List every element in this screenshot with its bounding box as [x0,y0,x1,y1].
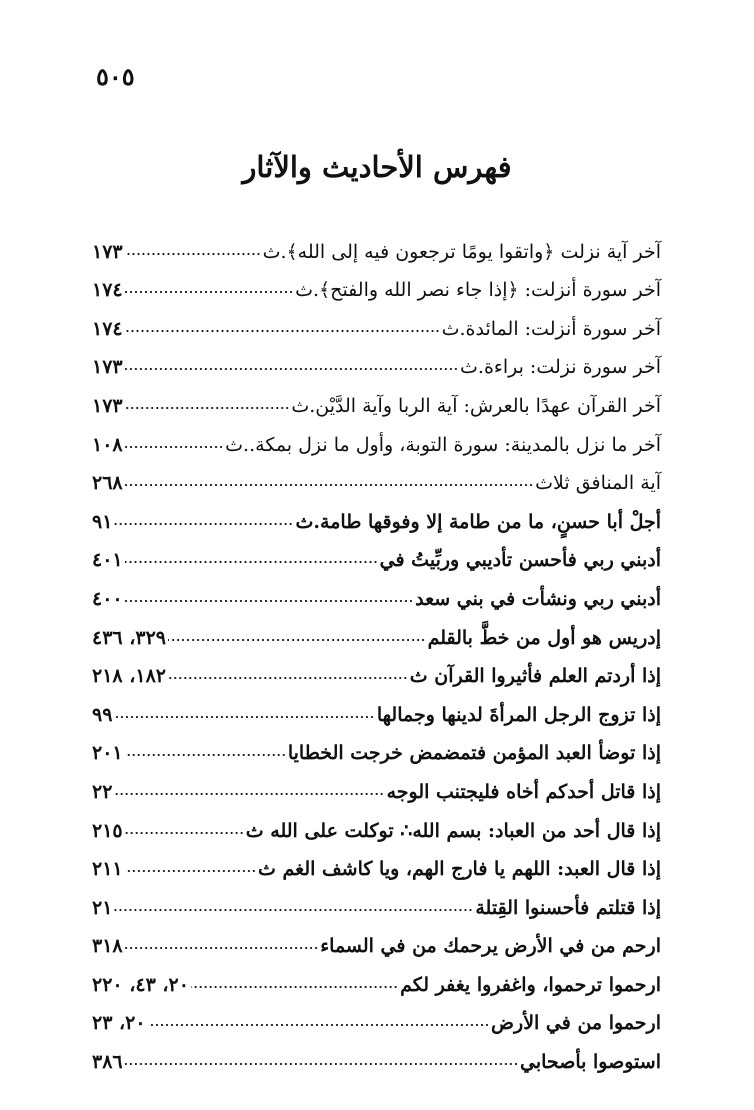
entry-text: أجلْ أبا حسنٍ، ما من طامة إلا وفوقها طامة.ث [295,510,661,533]
dot-leader [168,636,426,644]
entry-text: ارحم من في الأرض يرحمك من في السماء [320,935,661,958]
dot-leader [125,1060,518,1068]
entry-text: ارحموا من في الأرض [491,1012,661,1035]
index-entry [92,417,661,456]
index-entry [92,687,661,726]
entry-page-numbers: ٤٠٠ [92,587,123,610]
entry-text: آخر سورة نزلت: براءة.ث [460,356,661,379]
index-entry [92,340,661,379]
entry-page-numbers: ١٧٣ [92,240,123,263]
dot-leader [125,597,413,605]
index-list [92,224,661,1073]
dot-leader [125,829,244,837]
index-entry [92,378,661,417]
index-entry [92,456,661,495]
index-entry [92,494,661,533]
entry-page-numbers: ٢١ [92,896,113,919]
dot-leader [125,250,261,258]
entry-text: إذا قاتل أحدكم أخاه فليجتنب الوجه [386,780,661,803]
page-title: فهرس الأحاديث والآثار [242,150,512,184]
index-entry [92,726,661,765]
dot-leader [125,481,534,489]
entry-text: إذا تزوج الرجل المرأةَ لدينها وجمالها [376,703,661,726]
entry-text: إذا قال أحد من العباد: بسم الله∴ توكلت على الله ث [245,819,661,842]
index-entry [92,996,661,1035]
entry-page-numbers: ٣٨٦ [92,1051,123,1074]
entry-text: أدبني ربي فأحسن تأديبي وربِّيتُ في [379,549,661,572]
index-entry [92,224,661,263]
dot-leader [114,906,473,914]
index-entry [92,649,661,688]
dot-leader [148,1021,489,1029]
entry-page-numbers: ٢١٥ [92,819,123,842]
entry-text: استوصوا بأصحابي [520,1051,661,1074]
index-entry [92,803,661,842]
dot-leader [125,288,294,296]
entry-page-numbers: ٣١٨ [92,935,123,958]
entry-page-numbers: ٤٠١ [92,549,123,572]
dot-leader [114,790,384,798]
entry-text: إذا قتلتم فأحسنوا القِتلة [475,896,661,919]
index-entry [92,263,661,302]
dot-leader [114,520,293,528]
entry-page-numbers: ٢٦٨ [92,472,123,495]
index-entry [92,957,661,996]
entry-page-numbers: ٢٢ [92,780,113,803]
dot-leader [125,404,290,412]
dot-leader [125,365,458,373]
index-entry [92,301,661,340]
entry-text: إذا قال العبد: اللهم يا فارج الهم، ويا كاشف الغم ث [258,858,661,881]
entry-page-numbers: ١٧٣ [92,356,123,379]
page-number: ٥٠٥ [96,62,135,91]
entry-page-numbers: ٩١ [92,510,113,533]
entry-text: ارحموا ترحموا، واغفروا يغفر لكم [400,973,661,996]
entry-text: إذا توضأ العبد المؤمن فتمضمض خرجت الخطايا [287,742,661,765]
entry-text: آخر آية نزلت ﴿واتقوا يومًا ترجعون فيه إلى الله﴾.ث [262,240,661,263]
dot-leader [191,983,398,991]
dot-leader [125,944,319,952]
entry-text: آية المنافق ثلاث [535,472,661,495]
index-entry [92,571,661,610]
entry-page-numbers: ١٨٢، ٢١٨ [92,665,166,688]
entry-page-numbers: ٢٠١ [92,742,123,765]
entry-page-numbers: ١٠٨ [92,433,123,456]
dot-leader [125,443,224,451]
dot-leader [114,713,374,721]
index-entry [92,533,661,572]
entry-text: إذا أردتم العلم فأثيروا القرآن ث [409,665,661,688]
index-entry [92,919,661,958]
entry-page-numbers: ١٧٤ [92,279,123,302]
index-entry [92,764,661,803]
index-entry [92,842,661,881]
entry-text: آخر سورة أنزلت: المائدة.ث [441,317,661,340]
entry-page-numbers: ١٧٣ [92,394,123,417]
entry-text: إدريس هو أول من خطَّ بالقلم [427,626,661,649]
entry-page-numbers: ٩٩ [92,703,113,726]
index-entry [92,1034,661,1073]
dot-leader [125,558,378,566]
entry-page-numbers: ١٧٤ [92,317,123,340]
dot-leader [168,674,408,682]
entry-text: آخر القرآن عهدًا بالعرش: آية الربا وآية الدَّيْن.ث [291,394,661,417]
dot-leader [125,867,256,875]
entry-page-numbers: ٢٠، ٤٣، ٢٢٠ [92,973,189,996]
index-entry [92,610,661,649]
dot-leader [125,327,440,335]
entry-page-numbers: ٢١١ [92,858,123,881]
entry-page-numbers: ٣٢٩، ٤٣٦ [92,626,166,649]
entry-text: آخر سورة أنزلت: ﴿إذا جاء نصر الله والفتح﴾.ث [295,279,661,302]
entry-page-numbers: ٢٠، ٢٣ [92,1012,146,1035]
dot-leader [125,751,286,759]
entry-text: آخر ما نزل بالمدينة: سورة التوبة، وأول ما نزل بمكة..ث [225,433,661,456]
entry-text: أدبني ربي ونشأت في بني سعد [415,587,661,610]
index-entry [92,880,661,919]
